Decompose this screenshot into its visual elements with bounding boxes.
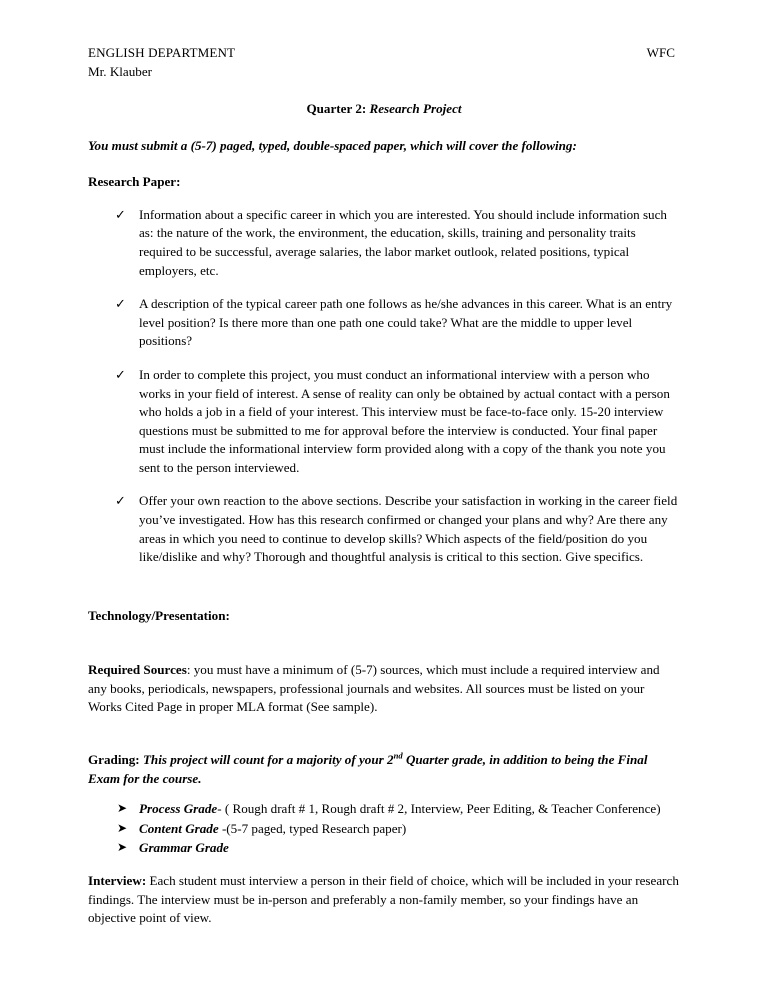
- check-icon: ✓: [115, 366, 126, 382]
- required-sources-text: : you must have a minimum of (5-7) sources, which must include a required interview and any books, periodicals, newspapers, professional journals and websites. All sources must be listed on your Works Cited Page in proper MLA format (See sample).: [88, 662, 660, 715]
- research-paper-list: [88, 206, 680, 567]
- check-icon: ✓: [115, 493, 126, 509]
- list-item-text: In order to complete this project, you must conduct an informational interview with a person who works in your field of interest. A sense of reality can only be obtained by actual contact with a person who holds a job in a field of your interest. This interview must be face-to-face only. 15-20 interview questions must be submitted to me for approval before the interview is conducted. Your final paper must include the informational interview form provided along with a copy of the thank you note you sent to the person interviewed.: [139, 366, 670, 475]
- title-emphasis: Research Project: [369, 101, 462, 117]
- grade-item-text: -(5-7 paged, typed Research paper): [218, 820, 407, 836]
- list-item: [88, 492, 680, 566]
- arrow-icon: ➤: [117, 820, 128, 835]
- title-prefix: Quarter 2:: [306, 101, 367, 117]
- grade-item-label: Grammar Grade: [139, 840, 229, 856]
- school-code: WFC: [646, 45, 675, 60]
- interview-paragraph: [88, 872, 680, 928]
- check-icon: ✓: [115, 296, 126, 312]
- grade-item-text: - ( Rough draft # 1, Rough draft # 2, Interview, Peer Editing, & Teacher Conference): [217, 801, 661, 817]
- list-item: [88, 206, 680, 280]
- list-item: [88, 295, 680, 351]
- document-body: [88, 44, 680, 928]
- grading-label: Grading:: [88, 752, 140, 768]
- teacher-name: Mr. Klauber: [88, 63, 152, 79]
- research-paper-heading: Research Paper:: [88, 174, 181, 190]
- grading-ordinal-suffix: nd: [393, 750, 403, 761]
- grading-emphasis-part1: This project will count for a majority of your 2: [142, 752, 394, 768]
- technology-heading: Technology/Presentation:: [88, 607, 230, 623]
- interview-label: Interview:: [88, 872, 147, 888]
- arrow-icon: ➤: [117, 840, 128, 855]
- list-item: [88, 800, 680, 819]
- intro-paragraph: You must submit a (5-7) paged, typed, double-spaced paper, which will cover the following:: [88, 137, 577, 153]
- interview-text: Each student must interview a person in their field of choice, which will be included in your research findings. The interview must be in-person and preferably a non-family member, so your findings have an objective point of view.: [88, 872, 679, 926]
- list-item-text: A description of the typical career path one follows as he/she advances in this career. What is an entry level position? Is there more than one path one could take? What are the middle to upper level positions?: [139, 296, 673, 349]
- page-title: [88, 100, 680, 119]
- document-header: [88, 44, 680, 81]
- list-item-text: Offer your own reaction to the above sections. Describe your satisfaction in working in the career field you’ve investigated. How has this research confirmed or changed your plans and why? Are there any areas in which you need to continue to develop skills? Which aspects of the field/position do you like/dislike and why? Thorough and thoughtful analysis is critical to this section. Give specifics.: [139, 493, 678, 565]
- grading-emphasis: [88, 752, 648, 786]
- arrow-icon: ➤: [117, 801, 128, 816]
- grade-item-label: Process Grade: [139, 801, 218, 817]
- header-left: [88, 44, 235, 81]
- list-item: [88, 820, 680, 839]
- list-item: [88, 839, 680, 858]
- grading-emphasis-part2: Quarter grade, in addition to being the Final Exam for the course.: [88, 752, 648, 786]
- department-name: ENGLISH DEPARTMENT: [88, 45, 236, 60]
- required-sources-label: Required Sources: [88, 662, 187, 678]
- list-item: [88, 366, 680, 477]
- grade-item-label: Content Grade: [139, 820, 219, 836]
- check-icon: ✓: [115, 206, 126, 222]
- list-item-text: Information about a specific career in which you are interested. You should include information such as: the nature of the work, the environment, the education, skills, training and personality traits required to be successful, average salaries, the labor market outlook, related positions, typical employers, etc.: [139, 206, 667, 278]
- grading-list: [88, 800, 680, 858]
- required-sources-paragraph: [88, 661, 680, 717]
- grading-paragraph: [88, 751, 680, 788]
